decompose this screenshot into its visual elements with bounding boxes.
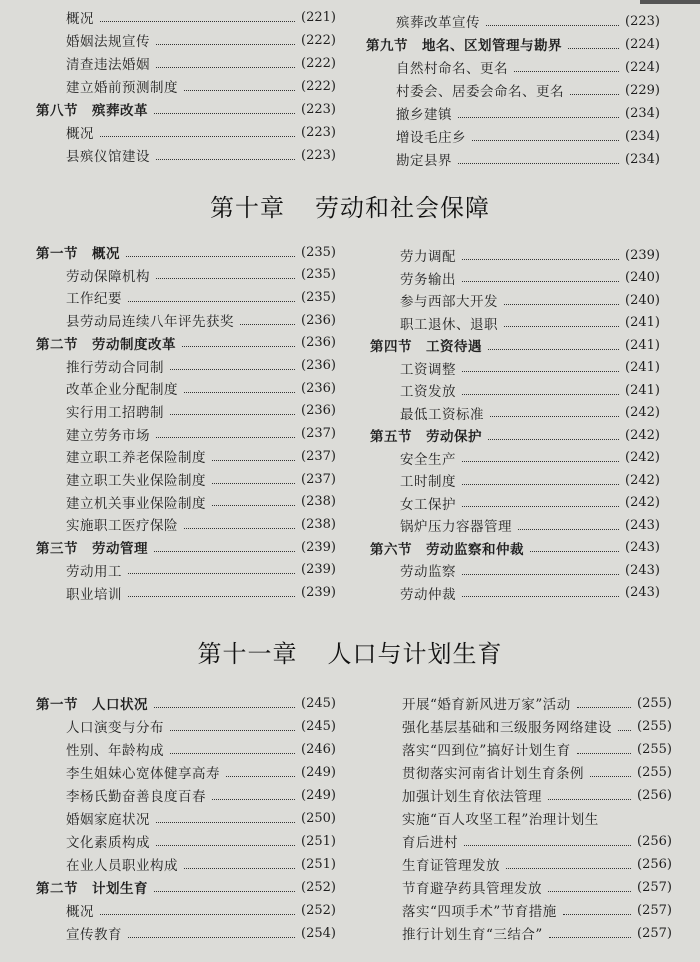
dot-leader — [184, 90, 295, 91]
toc-entry-row — [372, 853, 672, 875]
toc-entry-title — [370, 425, 482, 445]
toc-section-row — [370, 334, 660, 356]
toc-entry-title: 勘定县界 — [396, 153, 452, 169]
toc-entry-title: 李杨氏勤奋善良度百春 — [66, 789, 206, 805]
dot-leader — [156, 44, 295, 45]
page-number: (238) — [301, 494, 336, 510]
dot-leader — [212, 483, 295, 484]
page-number: (250) — [301, 810, 336, 826]
toc-entry-row — [370, 447, 660, 469]
dot-leader — [618, 730, 631, 731]
toc-entry-row — [36, 738, 336, 760]
toc-entry-title: 宣传教育 — [66, 927, 122, 943]
toc-entry-title: 李生姐妹心宽体健享高寿 — [66, 766, 220, 782]
toc-entry-title: 文化素质构成 — [66, 835, 150, 851]
page-number: (239) — [301, 562, 336, 578]
toc-entry-title: 撤乡建镇 — [396, 107, 452, 123]
page-number: (255) — [637, 741, 672, 757]
toc-entry-title: 人口演变与分布 — [66, 720, 164, 736]
page-number: (223) — [301, 124, 336, 140]
dot-leader — [154, 551, 295, 552]
toc-entry-row — [36, 121, 336, 143]
page-number: (236) — [301, 380, 336, 396]
toc-entry-row — [36, 445, 336, 467]
toc-entry-row — [36, 807, 336, 829]
toc-entry-row — [36, 468, 336, 490]
section-number: 第九节 — [366, 38, 408, 54]
toc-entry-title — [366, 34, 562, 54]
chapter-10-number: 第十章 — [210, 194, 285, 222]
toc-entry-row — [370, 559, 660, 581]
page-number: (224) — [625, 36, 660, 52]
page-number: (236) — [301, 312, 336, 328]
page-number: (222) — [301, 78, 336, 94]
toc-entry-row — [36, 286, 336, 308]
toc-entry-row — [366, 148, 660, 170]
toc-entry-row — [36, 559, 336, 581]
toc-entry-title: 参与西部大开发 — [400, 294, 498, 310]
dot-leader — [548, 891, 631, 892]
dot-leader — [156, 278, 295, 279]
dot-leader — [458, 163, 619, 164]
page-number: (242) — [625, 495, 660, 510]
section-number: 第四节 — [370, 339, 412, 355]
section-title: 地名、区划管理与勘界 — [422, 38, 562, 54]
page-number: (243) — [625, 540, 660, 555]
page-number: (236) — [301, 358, 336, 373]
toc-entry-row — [366, 102, 660, 124]
toc-entry-title — [36, 693, 148, 713]
toc-entry-title: 劳动监察 — [400, 564, 456, 580]
toc-entry-row — [36, 264, 336, 286]
toc-entry-title: 劳动保障机构 — [66, 268, 150, 285]
page-number: (243) — [625, 562, 660, 578]
toc-entry-row — [372, 692, 672, 714]
dot-leader — [240, 324, 295, 325]
page-edge-bar — [640, 0, 700, 4]
chapter-10-title: 劳动和社会保障 — [315, 194, 490, 222]
page-number: (236) — [301, 335, 336, 351]
page-number: (256) — [637, 833, 672, 849]
dot-leader — [100, 136, 295, 137]
toc-entry-title: 生育证管理发放 — [402, 858, 500, 874]
dot-leader — [464, 845, 631, 846]
dot-leader — [156, 159, 295, 160]
toc-entry-title: 职工退休、退职 — [400, 316, 498, 333]
dot-leader — [518, 529, 619, 530]
dot-leader — [486, 25, 619, 26]
section-number: 第八节 — [36, 103, 78, 119]
page-number: (251) — [301, 856, 336, 872]
toc-entry-title: 劳动用工 — [66, 563, 122, 580]
toc-entry-row — [36, 144, 336, 166]
toc-section-row — [366, 33, 660, 55]
toc-entry-title: 婚姻家庭状况 — [66, 812, 150, 828]
page-number: (252) — [301, 902, 336, 918]
dot-leader — [462, 371, 619, 372]
toc-entry-title: 建立职工养老保险制度 — [66, 450, 206, 467]
page-number: (234) — [625, 151, 660, 167]
section-number: 第一节 — [36, 697, 78, 713]
dot-leader — [462, 259, 619, 260]
toc-entry-title: 增设毛庄乡 — [396, 130, 466, 146]
dot-leader — [577, 753, 631, 754]
toc-entry-row — [370, 312, 660, 334]
page-number: (237) — [301, 471, 336, 487]
toc-entry-row — [366, 79, 660, 101]
toc-entry-title: 劳力调配 — [400, 249, 456, 265]
toc-entry-title: 实行用工招聘制 — [66, 404, 164, 421]
dot-leader — [100, 21, 295, 22]
page-number: (235) — [301, 244, 336, 260]
dot-leader — [184, 868, 295, 869]
toc-entry-row — [370, 514, 660, 536]
toc-entry-title: 实施“百人攻坚工程”治理计划生 — [402, 812, 599, 828]
dot-leader — [184, 392, 295, 393]
page-number: (251) — [301, 833, 336, 849]
chapter-11-title: 人口与计划生育 — [327, 640, 503, 668]
toc-entry-title: 职业培训 — [66, 586, 122, 603]
toc-entry-title: 育后进村 — [402, 835, 458, 851]
toc-section-row — [36, 332, 336, 354]
toc-entry-title — [370, 538, 524, 558]
toc-entry-row — [366, 125, 660, 147]
page-number: (240) — [625, 270, 660, 285]
page-number: (239) — [625, 247, 660, 263]
dot-leader — [458, 117, 619, 118]
dot-leader — [156, 845, 295, 846]
dot-leader — [488, 439, 619, 440]
toc-entry-title: 女工保护 — [400, 496, 456, 513]
toc-entry-row — [372, 876, 672, 898]
page-number: (252) — [301, 879, 336, 895]
toc-entry-title: 最低工资标准 — [400, 406, 484, 423]
toc-entry-row — [370, 492, 660, 514]
toc-entry-title: 建立机关事业保险制度 — [66, 495, 206, 512]
toc-entry-row — [36, 784, 336, 806]
section-number: 第一节 — [36, 246, 78, 262]
toc-entry-title: 性别、年龄构成 — [66, 743, 164, 759]
page-number: (239) — [301, 539, 336, 555]
toc-entry-row — [36, 513, 336, 535]
dot-leader — [506, 868, 631, 869]
page-number: (245) — [301, 695, 336, 711]
toc-entry-title: 工时制度 — [400, 474, 456, 490]
toc-section-row — [370, 424, 660, 446]
dot-leader — [154, 113, 295, 114]
section-title: 工资待遇 — [426, 339, 482, 355]
toc-entry-title: 推行计划生育“三结合” — [402, 927, 543, 943]
dot-leader — [462, 461, 619, 462]
toc-entry-row — [372, 784, 672, 806]
page-number: (237) — [301, 448, 336, 464]
dot-leader — [128, 596, 295, 597]
section-title: 概况 — [92, 246, 120, 262]
toc-section-row — [36, 692, 336, 714]
dot-leader — [170, 730, 295, 731]
toc-section-row — [36, 241, 336, 263]
chapter-11-heading — [0, 634, 700, 669]
section-title: 劳动保护 — [426, 429, 482, 445]
page-number: (254) — [301, 925, 336, 941]
section-number: 第二节 — [36, 336, 78, 353]
section-number: 第二节 — [36, 881, 78, 897]
page-number: (235) — [301, 289, 336, 305]
dot-leader — [154, 891, 295, 892]
dot-leader — [570, 94, 619, 95]
dot-leader — [504, 326, 619, 327]
page-number: (243) — [625, 517, 660, 533]
dot-leader — [488, 349, 619, 350]
toc-entry-title — [36, 242, 120, 262]
toc-entry-row — [366, 56, 660, 78]
toc-entry-title: 贯彻落实河南省计划生育条例 — [402, 766, 584, 782]
dot-leader — [563, 914, 631, 915]
toc-entry-row — [36, 922, 336, 944]
dot-leader — [490, 416, 619, 417]
page-number: (241) — [625, 337, 660, 353]
section-number: 第三节 — [36, 541, 78, 558]
dot-leader — [212, 799, 295, 800]
page-number: (229) — [625, 82, 660, 98]
dot-leader — [462, 394, 619, 395]
section-number: 第五节 — [370, 429, 412, 445]
page-number: (246) — [301, 741, 336, 757]
dot-leader — [568, 48, 619, 49]
toc-section-row — [36, 98, 336, 120]
page-number: (236) — [301, 403, 336, 419]
page-number: (245) — [301, 718, 336, 734]
page-number: (234) — [625, 105, 660, 121]
toc-entry-title — [36, 877, 148, 897]
toc-entry-row — [36, 830, 336, 852]
page-number: (249) — [301, 787, 336, 803]
toc-entry-title: 概况 — [66, 126, 94, 142]
dot-leader — [170, 414, 295, 415]
toc-section-row — [36, 876, 336, 898]
dot-leader — [170, 753, 295, 754]
page-number: (241) — [625, 315, 660, 330]
page-number: (242) — [625, 405, 660, 420]
toc-entry-row — [36, 6, 336, 28]
toc-entry-title: 强化基层基础和三级服务网络建设 — [402, 720, 612, 736]
page-number: (255) — [637, 695, 672, 711]
toc-entry-title: 建立婚前预测制度 — [66, 80, 178, 96]
dot-leader — [100, 914, 295, 915]
toc-entry-title: 建立职工失业保险制度 — [66, 473, 206, 489]
page-number: (224) — [625, 59, 660, 75]
toc-entry-row — [36, 715, 336, 737]
toc-entry-row — [36, 491, 336, 513]
toc-entry-row — [370, 357, 660, 379]
toc-entry-row — [36, 309, 336, 331]
dot-leader — [182, 346, 295, 347]
toc-entry-title: 在业人员职业构成 — [66, 858, 178, 874]
dot-leader — [126, 256, 295, 257]
section-title: 殡葬改革 — [92, 103, 148, 119]
toc-entry-title: 推行劳动合同制 — [66, 359, 164, 376]
page-number: (223) — [625, 13, 660, 29]
toc-entry-title: 工作纪要 — [66, 291, 122, 308]
toc-entry-row — [372, 715, 672, 737]
toc-entry-title: 劳动仲裁 — [400, 586, 456, 603]
section-title: 劳动管理 — [92, 541, 148, 558]
toc-entry-title: 落实“四项手术”节育措施 — [402, 904, 557, 920]
section-title: 计划生育 — [92, 881, 148, 897]
dot-leader — [462, 281, 619, 282]
toc-entry-title: 殡葬改革宣传 — [396, 15, 480, 31]
toc-entry-title — [36, 333, 176, 353]
page-number: (242) — [625, 472, 660, 488]
toc-entry-row — [370, 244, 660, 266]
toc-entry-row — [372, 922, 672, 944]
toc-entry-title: 清查违法婚姻 — [66, 57, 150, 73]
toc-entry-row — [370, 289, 660, 311]
page-number: (237) — [301, 426, 336, 442]
toc-entry-title: 自然村命名、更名 — [396, 61, 508, 77]
toc-entry-title: 劳务输出 — [400, 271, 456, 288]
toc-entry-title: 概况 — [66, 904, 94, 920]
page-number: (223) — [301, 147, 336, 163]
toc-entry-row — [372, 899, 672, 921]
toc-entry-row — [370, 379, 660, 401]
page-number: (240) — [625, 292, 660, 308]
page-number: (255) — [637, 718, 672, 734]
toc-entry-title: 概况 — [66, 11, 94, 27]
dot-leader — [154, 707, 295, 708]
page-number: (222) — [301, 55, 336, 71]
dot-leader — [128, 301, 295, 302]
toc-entry-row — [372, 738, 672, 760]
toc-entry-row — [36, 29, 336, 51]
toc-entry-row — [372, 807, 672, 829]
toc-entry-row — [36, 400, 336, 422]
section-title: 人口状况 — [92, 697, 148, 713]
dot-leader — [549, 937, 631, 938]
dot-leader — [212, 460, 295, 461]
dot-leader — [504, 304, 619, 305]
page-number: (242) — [625, 450, 660, 465]
toc-entry-title — [370, 335, 482, 355]
toc-entry-row — [36, 853, 336, 875]
dot-leader — [128, 937, 295, 938]
page-number: (234) — [625, 128, 660, 144]
toc-entry-row — [370, 402, 660, 424]
chapter-11-number: 第十一章 — [197, 640, 298, 668]
toc-entry-title: 加强计划生育依法管理 — [402, 789, 542, 805]
toc-entry-title — [36, 537, 148, 557]
page-number: (241) — [625, 382, 660, 398]
toc-entry-row — [36, 582, 336, 604]
dot-leader — [184, 528, 295, 529]
page-number: (235) — [301, 267, 336, 283]
page-number: (222) — [301, 32, 336, 48]
dot-leader — [530, 551, 619, 552]
toc-entry-row — [366, 10, 660, 32]
page-number: (241) — [625, 360, 660, 375]
toc-entry-title — [36, 99, 148, 119]
section-title: 劳动制度改革 — [92, 336, 176, 353]
toc-entry-row — [36, 761, 336, 783]
dot-leader — [462, 506, 619, 507]
dot-leader — [156, 822, 295, 823]
dot-leader — [462, 596, 619, 597]
toc-entry-title: 建立劳务市场 — [66, 427, 150, 444]
dot-leader — [462, 574, 619, 575]
dot-leader — [548, 799, 631, 800]
toc-entry-row — [36, 75, 336, 97]
toc-entry-title: 开展“婚育新风进万家”活动 — [402, 697, 571, 713]
toc-entry-title: 县劳动局连续八年评先获奖 — [66, 314, 234, 331]
toc-section-row — [36, 536, 336, 558]
toc-entry-row — [36, 423, 336, 445]
toc-entry-row — [36, 899, 336, 921]
toc-entry-row — [372, 830, 672, 852]
page-number: (249) — [301, 764, 336, 780]
toc-entry-title: 村委会、居委会命名、更名 — [396, 84, 564, 100]
dot-leader — [472, 140, 619, 141]
dot-leader — [212, 505, 295, 506]
toc-entry-row — [36, 52, 336, 74]
page-number: (256) — [637, 856, 672, 872]
toc-entry-title: 锅炉压力容器管理 — [400, 519, 512, 535]
dot-leader — [156, 67, 295, 68]
toc-entry-row — [370, 582, 660, 604]
page-number: (256) — [637, 787, 672, 803]
page-number: (257) — [637, 902, 672, 918]
page-number: (242) — [625, 427, 660, 443]
page-number: (239) — [301, 585, 336, 600]
section-number: 第六节 — [370, 541, 412, 558]
toc-entry-row — [372, 761, 672, 783]
chapter-10-heading — [0, 188, 700, 223]
toc-entry-row — [36, 355, 336, 377]
section-title: 劳动监察和仲裁 — [426, 541, 524, 558]
page-number: (257) — [637, 879, 672, 895]
toc-entry-title: 县殡仪馆建设 — [66, 149, 150, 165]
toc-entry-title: 节育避孕药具管理发放 — [402, 881, 542, 897]
dot-leader — [156, 437, 295, 438]
dot-leader — [462, 484, 619, 485]
toc-entry-title: 落实“四到位”搞好计划生育 — [402, 743, 571, 759]
dot-leader — [577, 707, 631, 708]
toc-section-row — [370, 537, 660, 559]
dot-leader — [226, 776, 295, 777]
page-number: (257) — [637, 925, 672, 941]
toc-entry-title: 婚姻法规宣传 — [66, 34, 150, 50]
page-number: (223) — [301, 101, 336, 117]
dot-leader — [514, 71, 619, 72]
page-number: (243) — [625, 585, 660, 600]
toc-entry-row — [370, 469, 660, 491]
toc-entry-title: 安全生产 — [400, 451, 456, 468]
toc-entry-row — [36, 377, 336, 399]
toc-entry-title: 实施职工医疗保险 — [66, 518, 178, 535]
toc-entry-title: 改革企业分配制度 — [66, 382, 178, 399]
dot-leader — [590, 776, 631, 777]
page-number: (221) — [301, 9, 336, 25]
toc-entry-title: 工资发放 — [400, 384, 456, 400]
dot-leader — [170, 369, 295, 370]
toc-entry-row — [370, 267, 660, 289]
page-number: (238) — [301, 516, 336, 532]
toc-entry-title: 工资调整 — [400, 361, 456, 378]
page-number: (255) — [637, 764, 672, 780]
dot-leader — [128, 573, 295, 574]
